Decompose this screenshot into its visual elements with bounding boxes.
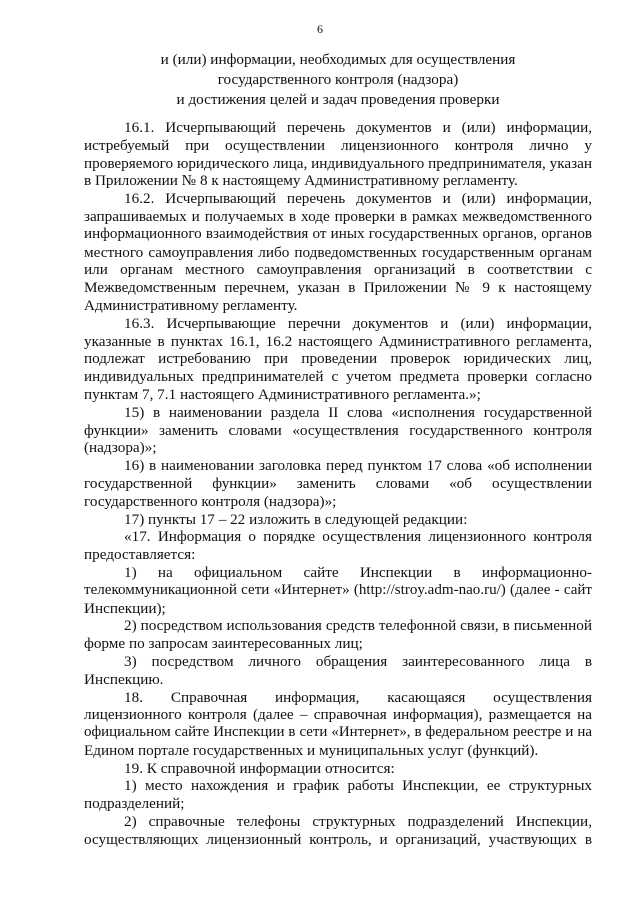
paragraph-line: или органам местного самоуправления организаций в соответствии с xyxy=(84,261,592,279)
paragraph-line: пунктам 7, 7.1 настоящего Административного регламента.»; xyxy=(84,385,481,403)
heading-line: и достижения целей и задач проведения проверки xyxy=(176,91,500,108)
paragraph-line: 16.3. Исчерпывающие перечни документов и (или) информации, xyxy=(124,314,592,332)
paragraph-line: «17. Информация о порядке осуществления лицензионного контроля xyxy=(124,528,592,546)
page-number: 6 xyxy=(317,22,323,36)
paragraph-line: 2) посредством использования средств телефонной связи, в письменной xyxy=(124,617,592,635)
heading-line: государственного контроля (надзора) xyxy=(217,71,459,88)
paragraph-line: истребуемый при осуществлении лицензионного контроля лично у xyxy=(84,136,592,154)
paragraph-line: указанные в пунктах 16.1, 16.2 настоящего Административного регламента, xyxy=(84,332,592,350)
paragraph-line: государственной функции» заменить словами «об осуществлении xyxy=(84,474,592,492)
paragraph-line: подлежат истребованию при проведении проверок юридических лиц, xyxy=(84,350,592,368)
paragraph xyxy=(84,511,592,529)
paragraph xyxy=(84,689,592,760)
paragraph-line: Межведомственным перечнем, указан в Приложении № 9 к настоящему xyxy=(84,279,592,297)
paragraph-line: 18. Справочная информация, касающаяся осуществления xyxy=(124,688,592,706)
paragraph-line: подразделений; xyxy=(84,795,185,813)
paragraph-line: 1) место нахождения и график работы Инспекции, ее структурных xyxy=(124,777,592,795)
document-body xyxy=(84,119,592,849)
paragraph-line: лицензионного контроля (далее – справочная информация), размещается на xyxy=(84,706,592,724)
paragraph-line: информационного взаимодействия от иных государственных органов, органов xyxy=(84,225,592,242)
paragraph-line: 1) на официальном сайте Инспекции в информационно- xyxy=(124,563,592,581)
paragraph-line: индивидуальных предпринимателей с учетом предмета проверки согласно xyxy=(84,368,592,386)
paragraph xyxy=(84,777,592,813)
paragraph-line: в Приложении № 8 к настоящему Административному регламенту. xyxy=(84,172,518,190)
paragraph-line: функции» заменить словами «осуществления государственного контроля xyxy=(84,421,592,439)
paragraph-line: Инспекцию. xyxy=(84,670,164,688)
paragraph-line: 3) посредством личного обращения заинтересованного лица в xyxy=(124,652,592,670)
paragraph xyxy=(84,190,592,315)
paragraph-line: Инспекции); xyxy=(84,599,166,617)
paragraph xyxy=(84,404,592,457)
paragraph xyxy=(84,617,592,653)
paragraph-line: государственного контроля (надзора)»; xyxy=(84,492,337,510)
paragraph-line: 17) пункты 17 – 22 изложить в следующей редакции: xyxy=(124,510,468,528)
paragraph-line: (надзора)»; xyxy=(84,439,157,457)
paragraph-line: Едином портале государственных и муниципальных услуг (функций). xyxy=(84,741,539,759)
paragraph xyxy=(84,813,592,849)
paragraph-line: проверяемого юридического лица, индивидуального предпринимателя, указан xyxy=(84,154,592,172)
paragraph-line: Административному регламенту. xyxy=(84,296,298,314)
paragraph xyxy=(84,760,592,778)
paragraph-line: официальном сайте Инспекции в сети «Интернет», в федеральном реестре и на xyxy=(84,724,592,741)
paragraph xyxy=(84,564,592,617)
paragraph-line: запрашиваемых и получаемых в ходе проверки в рамках межведомственного xyxy=(84,207,592,225)
paragraph-line: 15) в наименовании раздела II слова «исполнения государственной xyxy=(124,403,592,421)
section-heading xyxy=(84,50,592,110)
paragraph-line: 16.2. Исчерпывающий перечень документов и (или) информации, xyxy=(124,190,592,208)
paragraph xyxy=(84,528,592,564)
paragraph xyxy=(84,315,592,404)
paragraph xyxy=(84,457,592,510)
paragraph-line: телекоммуникационной сети «Интернет» (http://stroy.adm-nao.ru/) (далее - сайт xyxy=(84,581,592,598)
paragraph-line: 19. К справочной информации относится: xyxy=(124,759,395,777)
paragraph-line: местного самоуправления либо подведомственных государственным органам xyxy=(84,243,592,261)
heading-line: и (или) информации, необходимых для осуществления xyxy=(160,51,516,68)
paragraph-line: 16) в наименовании заголовка перед пунктом 17 слова «об исполнении xyxy=(124,457,592,475)
paragraph xyxy=(84,653,592,689)
paragraph-line: 16.1. Исчерпывающий перечень документов и (или) информации, xyxy=(124,119,592,136)
paragraph-line: осуществляющих лицензионный контроль, и организаций, участвующих в xyxy=(84,830,592,848)
paragraph-line: 2) справочные телефоны структурных подразделений Инспекции, xyxy=(124,813,592,831)
paragraph-line: форме по запросам заинтересованных лиц; xyxy=(84,635,363,653)
paragraph-line: предоставляется: xyxy=(84,546,196,564)
paragraph xyxy=(84,119,592,190)
